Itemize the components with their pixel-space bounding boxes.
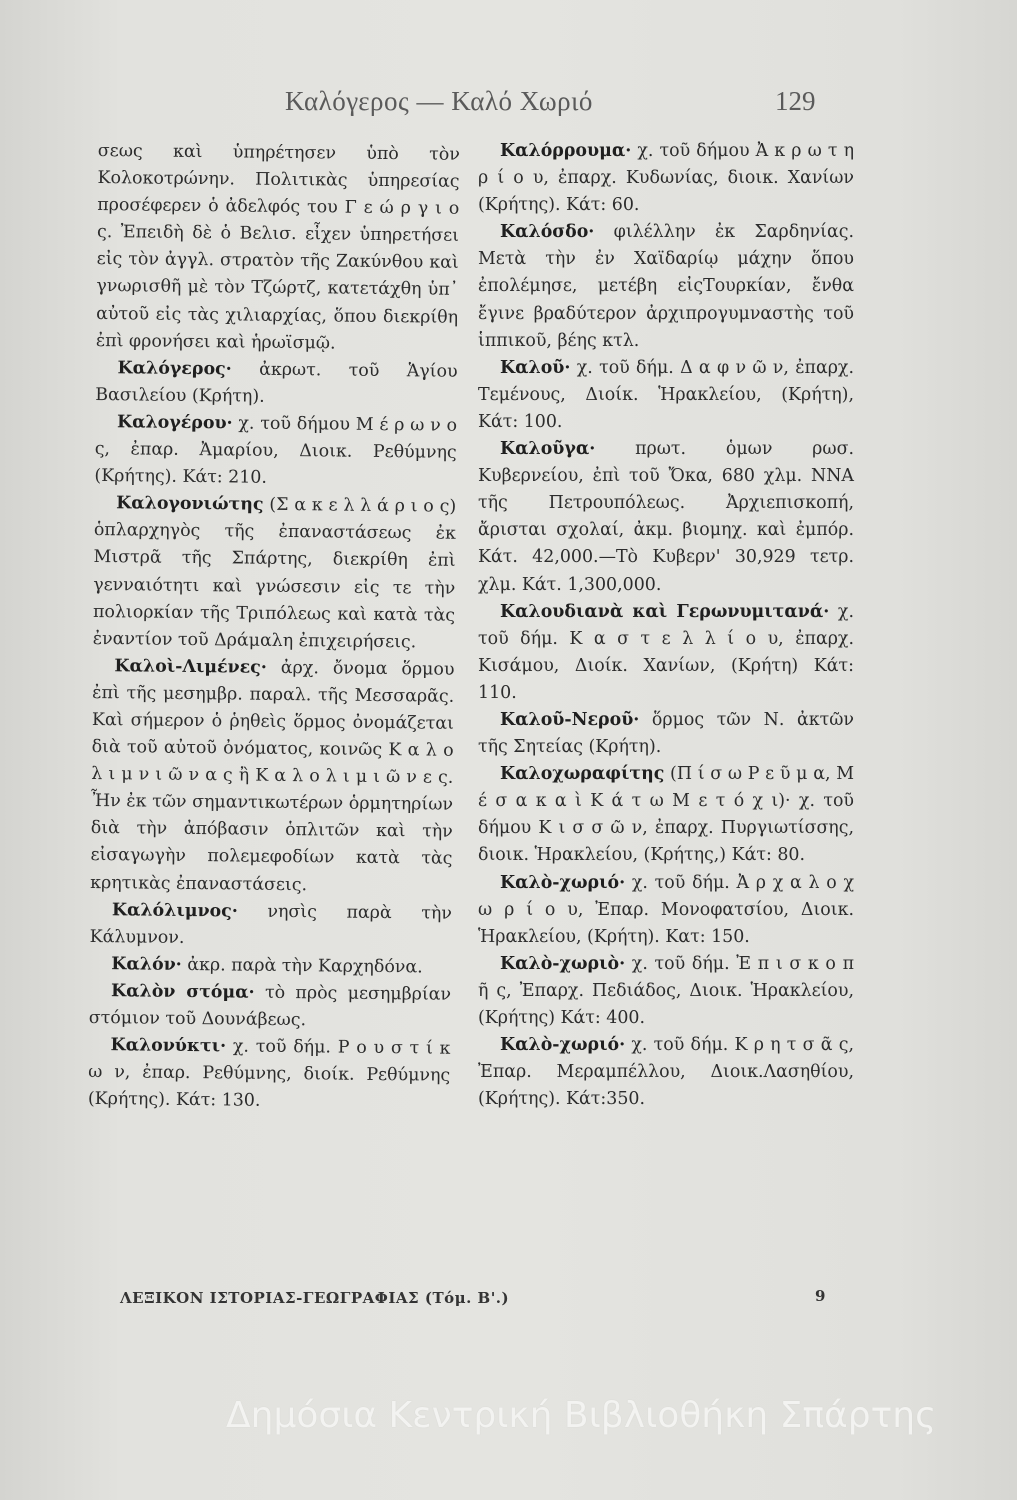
entry-text: ἀρχ. ὄνομα ὅρμου ἐπὶ τῆς μεσημβρ. παραλ. τῆς Μεσσαρᾶς. Καὶ σήμερον ὁ ῥηθεὶς ὅρμος ὀνομάζεται διὰ τοῦ αὐτοῦ ὀνόματος, κοινῶς Κ α λ ο λ ι μ ν ι ῶ ν α ς ἢ Κ α λ ο λ ι μ ι ῶ ν ε ς. Ἦν ἐκ τῶν σημαντικωτέρων ὁρμητηρίων διὰ τὴν ἀπόβασιν ὁπλιτῶν καὶ τὴν εἰσαγωγὴν πολεμεφοδίων κατὰ τὰς κρητικὰς ἐπαναστάσεις. — [90, 657, 455, 895]
entry-text: (Π ί σ ω Ρ ε ῦ μ α, Μ έ σ α κ α ὶ Κ ά τ ω Μ ε τ ό χ ι)· χ. τοῦ δήμου Κ ι σ σ ῶ ν, ἐπαρχ. Πυργιωτίσσης, διοικ. Ἡρακλείου, (Κρήτης,) Κάτ: 80. — [478, 764, 854, 866]
entry-headword: Καλοὶ-Λιμένες· — [114, 655, 267, 678]
entry — [478, 219, 854, 354]
entry — [478, 951, 854, 1032]
page-footer — [120, 1289, 860, 1315]
entry-text: πρωτ. ὁμων ρωσ. Κυβερνείου, ἐπὶ τοῦ Ὄκα, 680 χλμ. ΝΝΑ τῆς Πετρουπόλεως. Ἀρχιεπισκοπή, ἄρισται σχολαί, ἀκμ. βιομηχ. καὶ ἐμπόρ. Κάτ. 42,000.—Τὸ Κυβερν' 30,929 τετρ. χλμ. Κάτ. 1,300,000. — [478, 439, 854, 595]
entry-headword: Καλὸν στόμα· — [110, 981, 255, 1003]
entry-text: χ. τοῦ δήμου Μ έ ρ ω ν ο ς, ἐπαρ. Ἀμαρίου, Διοικ. Ρεθύμνης (Κρήτης). Κάτ: 210. — [94, 413, 458, 488]
entry — [95, 355, 458, 413]
entry-text: χ. τοῦ δήμ. Ἀ ρ χ α λ ο χ ω ρ ί ο υ, Ἐπαρ. Μονοφατσίου, Διοικ. Ἡρακλείου, (Κρήτη). Κατ: 150. — [478, 872, 854, 947]
entry-headword: Καλὸ-χωριό· — [500, 1035, 626, 1056]
entry-text: χ. τοῦ δήμ. Ρ ο υ σ τ ί κ ω ν, ἐπαρ. Ρεθύμνης, διοίκ. Ρεθύμνης (Κρήτης). Κάτ: 130. — [87, 1036, 451, 1112]
entry-text: χ. τοῦ δήμ. Κ ρ η τ σ ᾶ ς, Ἐπαρ. Μεραμπέλλου, Διοικ.Λασηθίου, (Κρήτης). Κάτ:350. — [478, 1035, 854, 1110]
left-column — [88, 138, 460, 1117]
entry — [88, 1032, 451, 1117]
entry-text: χ. τοῦ δήμου Ἀ κ ρ ω τ η ρ ί ο υ, ἐπαρχ. Κυδωνίας, διοικ. Χανίων (Κρήτης). Κάτ: 60. — [478, 141, 854, 216]
entry — [478, 436, 854, 599]
entry-text: ὅρμος τῶν Ν. ἀκτῶν τῆς Σητείας (Κρήτη). — [478, 709, 854, 758]
entry-text: ἀκρωτ. τοῦ Ἁγίου Βασιλείου (Κρήτη). — [95, 359, 458, 407]
entry — [94, 409, 457, 494]
entry-headword: Καλοῦ· — [500, 357, 571, 378]
entry-headword: Καλόν· — [111, 953, 182, 975]
entry — [89, 951, 451, 982]
entry — [89, 897, 452, 955]
entry-text: τὸ πρὸς μεσημβρίαν στόμιον τοῦ Δουνάβεως. — [88, 982, 452, 1031]
page-number: 129 — [775, 86, 816, 116]
library-watermark: Δημόσια Κεντρική Βιβλιοθήκη Σπάρτης — [226, 1395, 937, 1436]
entry-text: φιλέλλην ἐκ Σαρδηνίας. Μετὰ τὴν ἐν Χαϊδαρίῳ μάχην ὅπου ἐπολέμησε, μετέβη εἰςΤουρκίαν, ἔνθα ἔγινε βραδύτερον ἀρχιπρογυμναστὴς τοῦ ἱππικοῦ, βέης κτλ. — [478, 222, 854, 351]
entry-text: χ. τοῦ δήμ. Δ α φ ν ῶ ν, ἐπαρχ. Τεμένους, Διοίκ. Ἡρακλείου, (Κρήτη), Κάτ: 100. — [478, 357, 854, 432]
entry-headword: Καλόσδο· — [500, 222, 595, 243]
entry-text: ἀκρ. παρὰ τὴν Καρχηδόνα. — [181, 954, 423, 978]
entry — [90, 653, 455, 901]
entry-text: νησὶς παρὰ τὴν Κάλυμνον. — [89, 901, 453, 948]
entry — [478, 761, 854, 869]
entry-headword: Καλουδιανὰ καὶ Γερωνυμιτανά· — [500, 601, 830, 622]
entry — [93, 490, 457, 656]
entry-headword: Καλοῦ-Νεροῦ· — [500, 709, 640, 730]
entry-headword: Καλόγερος· — [117, 357, 232, 380]
entry-headword: Καλοῦγα· — [500, 439, 596, 460]
entry — [478, 138, 854, 219]
entry — [478, 599, 854, 707]
running-head — [0, 86, 1017, 126]
entry-text: χ. τοῦ δήμ. Κ α σ τ ε λ λ ί ο υ, ἐπαρχ. Κισάμου, Διοίκ. Χανίων, (Κρήτη) Κάτ: 110. — [478, 601, 854, 703]
entry-continuation — [96, 138, 460, 359]
entry-text: (Σ α κ ε λ λ ά ρ ι ο ς) ὁπλαρχηγὸς τῆς ἐπαναστάσεως ἐκ Μιστρᾶ τῆς Σπάρτης, διεκρίθη ἐπὶ γενναιότητι καὶ γνώσεσιν εἰς τε τὴν πολιορκίαν τῆς Τριπόλεως καὶ κατὰ τὰς ἐναντίον τοῦ Δράμαλη ἐπιχειρήσεις. — [92, 494, 457, 653]
entry — [478, 707, 854, 761]
entry-headword: Καλογέρου· — [116, 412, 233, 434]
entry — [89, 978, 452, 1036]
entry-text: σεως καὶ ὑπηρέτησεν ὑπὸ τὸν Κολοκοτρώνην. Πολιτικὰς ὑπηρεσίας προσέφερεν ὁ ἀδελφός του Γ ε ώ ρ γ ι ο ς. Ἐπειδὴ δὲ ὁ Βελισ. εἶχεν ὑπηρετήσει εἰς τὸν ἀγγλ. στρατὸν τῆς Ζακύνθου καὶ γνωρισθῆ μὲ τὸν Τζώρτζ, κατετάχθη ὑπ᾽ αὐτοῦ εἰς τὰς χιλιαρχίας, ὅπου διεκρίθη ἐπὶ φρονήσει καὶ ἡρωϊσμῷ. — [95, 140, 460, 354]
entry — [478, 1032, 854, 1113]
entry-text: χ. τοῦ δήμ. Ἐ π ι σ κ ο π ῆ ς, Ἐπαρχ. Πεδιάδος, Διοικ. Ἡρακλείου, (Κρήτης) Κάτ: 400. — [478, 953, 854, 1028]
entry-headword: Καλοχωραφίτης — [500, 764, 665, 785]
footer-book-title: ΛΕΞΙΚΟΝ ΙΣΤΟΡΙΑΣ-ΓΕΩΓΡΑΦΙΑΣ (Τόμ. Β'.) — [120, 1289, 510, 1307]
entry-headword: Καλὸ-χωριό· — [500, 872, 626, 893]
entry — [478, 870, 854, 951]
entry-headword: Καλὸ-χωριὸ· — [500, 953, 626, 974]
signature-mark: 9 — [815, 1287, 826, 1305]
page-header-title: Καλόγερος — Καλό Χωριό — [285, 86, 593, 116]
right-column — [478, 138, 854, 1113]
entry-headword: Καλογονιώτης — [116, 493, 264, 515]
entry-headword: Καλόλιμνος· — [111, 899, 238, 922]
entry-headword: Καλονύκτι· — [110, 1035, 227, 1057]
entry — [478, 355, 854, 436]
entry-headword: Καλόρρουμα· — [500, 141, 632, 161]
